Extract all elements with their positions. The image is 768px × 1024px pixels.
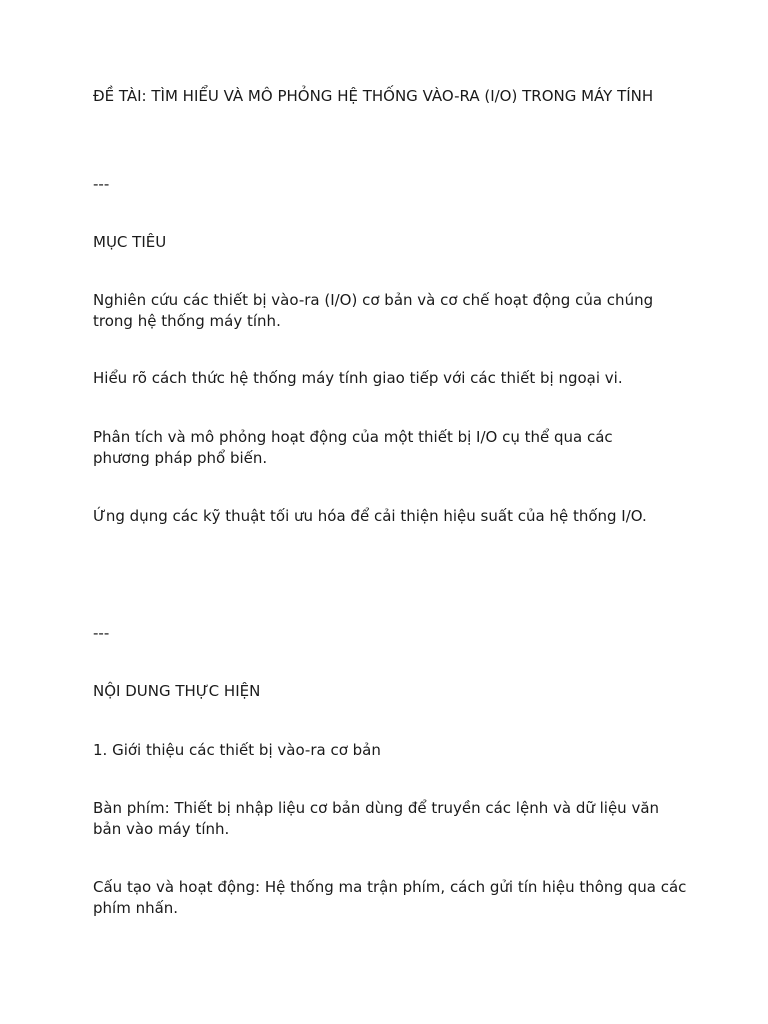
document-title: ĐỀ TÀI: TÌM HIỂU VÀ MÔ PHỎNG HỆ THỐNG VÀO-RA (I/O) TRONG MÁY TÍNH — [93, 87, 654, 105]
separator: --- — [93, 624, 110, 642]
objective-item: Ứng dụng các kỹ thuật tối ưu hóa để cải thiện hiệu suất của hệ thống I/O. — [93, 507, 647, 525]
content-heading: NỘI DUNG THỰC HIỆN — [93, 682, 261, 700]
section-title: 1. Giới thiệu các thiết bị vào-ra cơ bản — [93, 741, 381, 759]
objective-item: Phân tích và mô phỏng hoạt động của một thiết bị I/O cụ thể qua các phương pháp phổ biến. — [93, 428, 613, 467]
separator: --- — [93, 175, 110, 193]
paragraph: Cấu tạo và hoạt động: Hệ thống ma trận phím, cách gửi tín hiệu thông qua các phím nhấn. — [93, 878, 687, 917]
objective-item: Hiểu rõ cách thức hệ thống máy tính giao tiếp với các thiết bị ngoại vi. — [93, 369, 623, 387]
paragraph: Bàn phím: Thiết bị nhập liệu cơ bản dùng để truyền các lệnh và dữ liệu văn bản vào máy tính. — [93, 799, 660, 838]
objective-heading: MỤC TIÊU — [93, 233, 167, 251]
objective-item: Nghiên cứu các thiết bị vào-ra (I/O) cơ bản và cơ chế hoạt động của chúng trong hệ thống máy tính. — [93, 291, 654, 330]
